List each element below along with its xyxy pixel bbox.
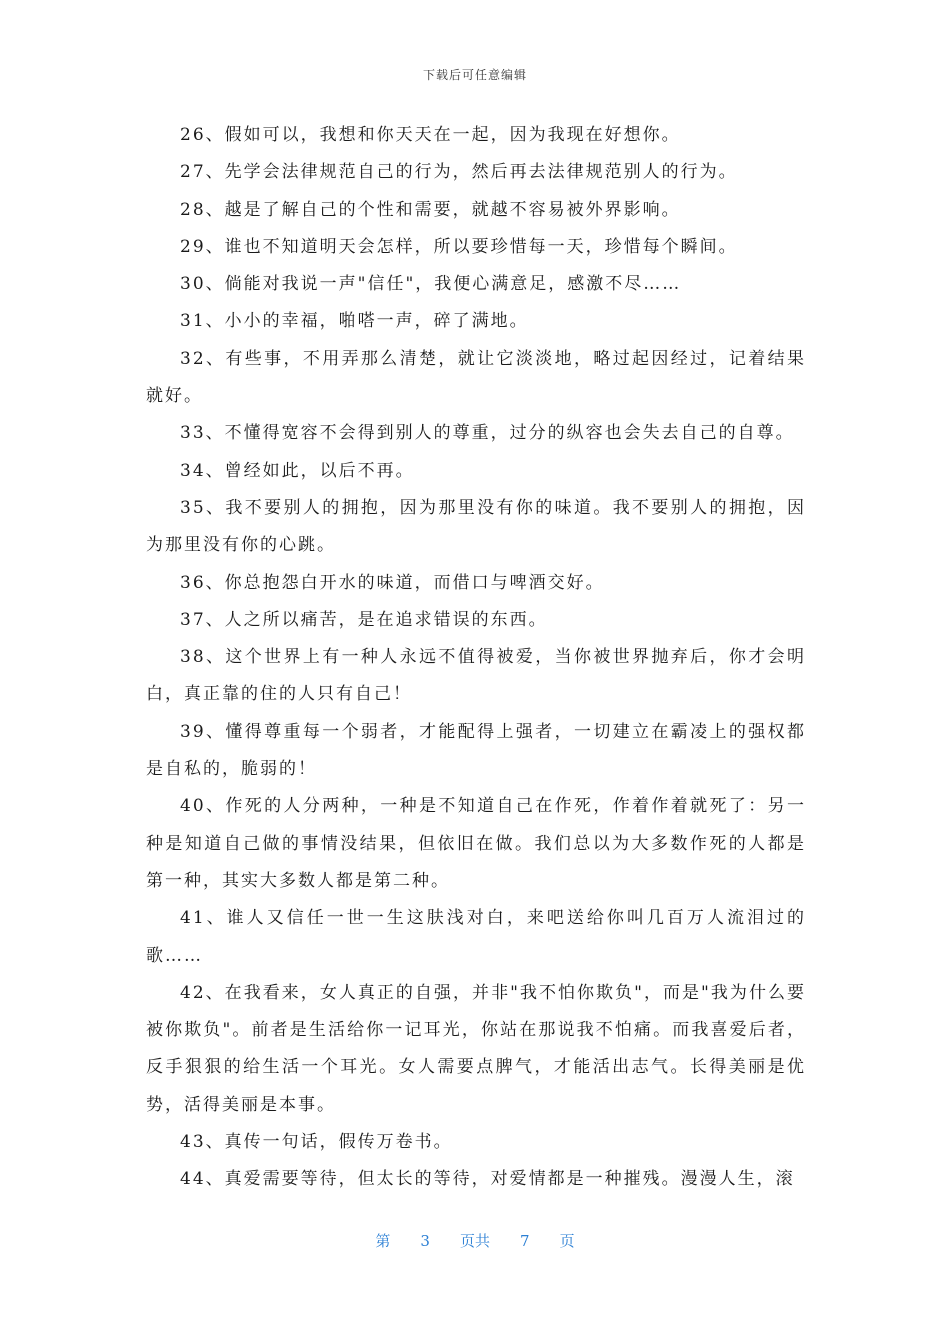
paragraph-43: 43、真传一句话，假传万卷书。 [180, 1132, 453, 1153]
paragraph-44: 44、真爱需要等待，但太长的等待，对爱情都是一种摧残。漫漫人生，滚 [180, 1169, 795, 1190]
paragraph-33: 33、不懂得宽容不会得到别人的尊重，过分的纵容也会失去自己的自尊。 [180, 423, 795, 444]
paragraph-36: 36、你总抱怨白开水的味道，而借口与啤酒交好。 [180, 572, 605, 593]
paragraph-28: 28、越是了解自己的个性和需要，就越不容易被外界影响。 [180, 199, 681, 220]
paragraph-27: 27、先学会法律规范自己的行为，然后再去法律规范别人的行为。 [180, 162, 738, 183]
paragraph-41: 41、谁人又信任一世一生这肤浅对白，来吧送给你叫几百万人流泪过的歌…… [146, 908, 806, 966]
paragraph-42: 42、在我看来，女人真正的自强，并非"我不怕你欺负"，而是"我为什么要被你欺负"。前者是生活给你一记耳光，你站在那说我不怕痛。而我喜爱后者，反手狠狠的给生活一个耳光。女人需要点脾气，才能活出志气。长得美丽是优势，活得美丽是本事。 [146, 982, 806, 1115]
page-footer [0, 1230, 950, 1251]
paragraph-26: 26、假如可以，我想和你天天在一起，因为我现在好想你。 [180, 125, 681, 145]
paragraph-29: 29、谁也不知道明天会怎样，所以要珍惜每一天，珍惜每个瞬间。 [180, 236, 738, 257]
footer-middle: 页共 [459, 1232, 490, 1250]
paragraph-34: 34、曾经如此，以后不再。 [180, 460, 415, 481]
footer-prefix: 第 [375, 1232, 391, 1250]
paragraph-38: 38、这个世界上有一种人永远不值得被爱，当你被世界抛弃后，你才会明白，真正靠的住的人只有自己！ [146, 647, 806, 705]
paragraph-32: 32、有些事，不用弄那么清楚，就让它淡淡地，略过起因经过，记着结果就好。 [146, 348, 806, 407]
footer-suffix: 页 [559, 1232, 575, 1250]
page-header: 下载后可任意编辑 [422, 68, 527, 82]
total-pages-number: 7 [520, 1232, 530, 1250]
current-page-number: 3 [420, 1232, 430, 1250]
paragraph-39: 39、懂得尊重每一个弱者，才能配得上强者，一切建立在霸凌上的强权都是自私的，脆弱的！ [146, 721, 806, 780]
document-body [146, 117, 806, 1199]
paragraph-35: 35、我不要别人的拥抱，因为那里没有你的味道。我不要别人的拥抱，因为那里没有你的心跳。 [146, 497, 806, 556]
paragraph-30: 30、倘能对我说一声"信任"，我便心满意足，感激不尽…… [180, 274, 682, 295]
paragraph-37: 37、人之所以痛苦，是在追求错误的东西。 [180, 609, 548, 630]
paragraph-40: 40、作死的人分两种，一种是不知道自己在作死，作着作着就死了：另一种是知道自己做的事情没结果，但依旧在做。我们总以为大多数作死的人都是第一种，其实大多数人都是第二种。 [146, 796, 806, 891]
paragraph-31: 31、小小的幸福，啪嗒一声，碎了满地。 [180, 311, 529, 332]
